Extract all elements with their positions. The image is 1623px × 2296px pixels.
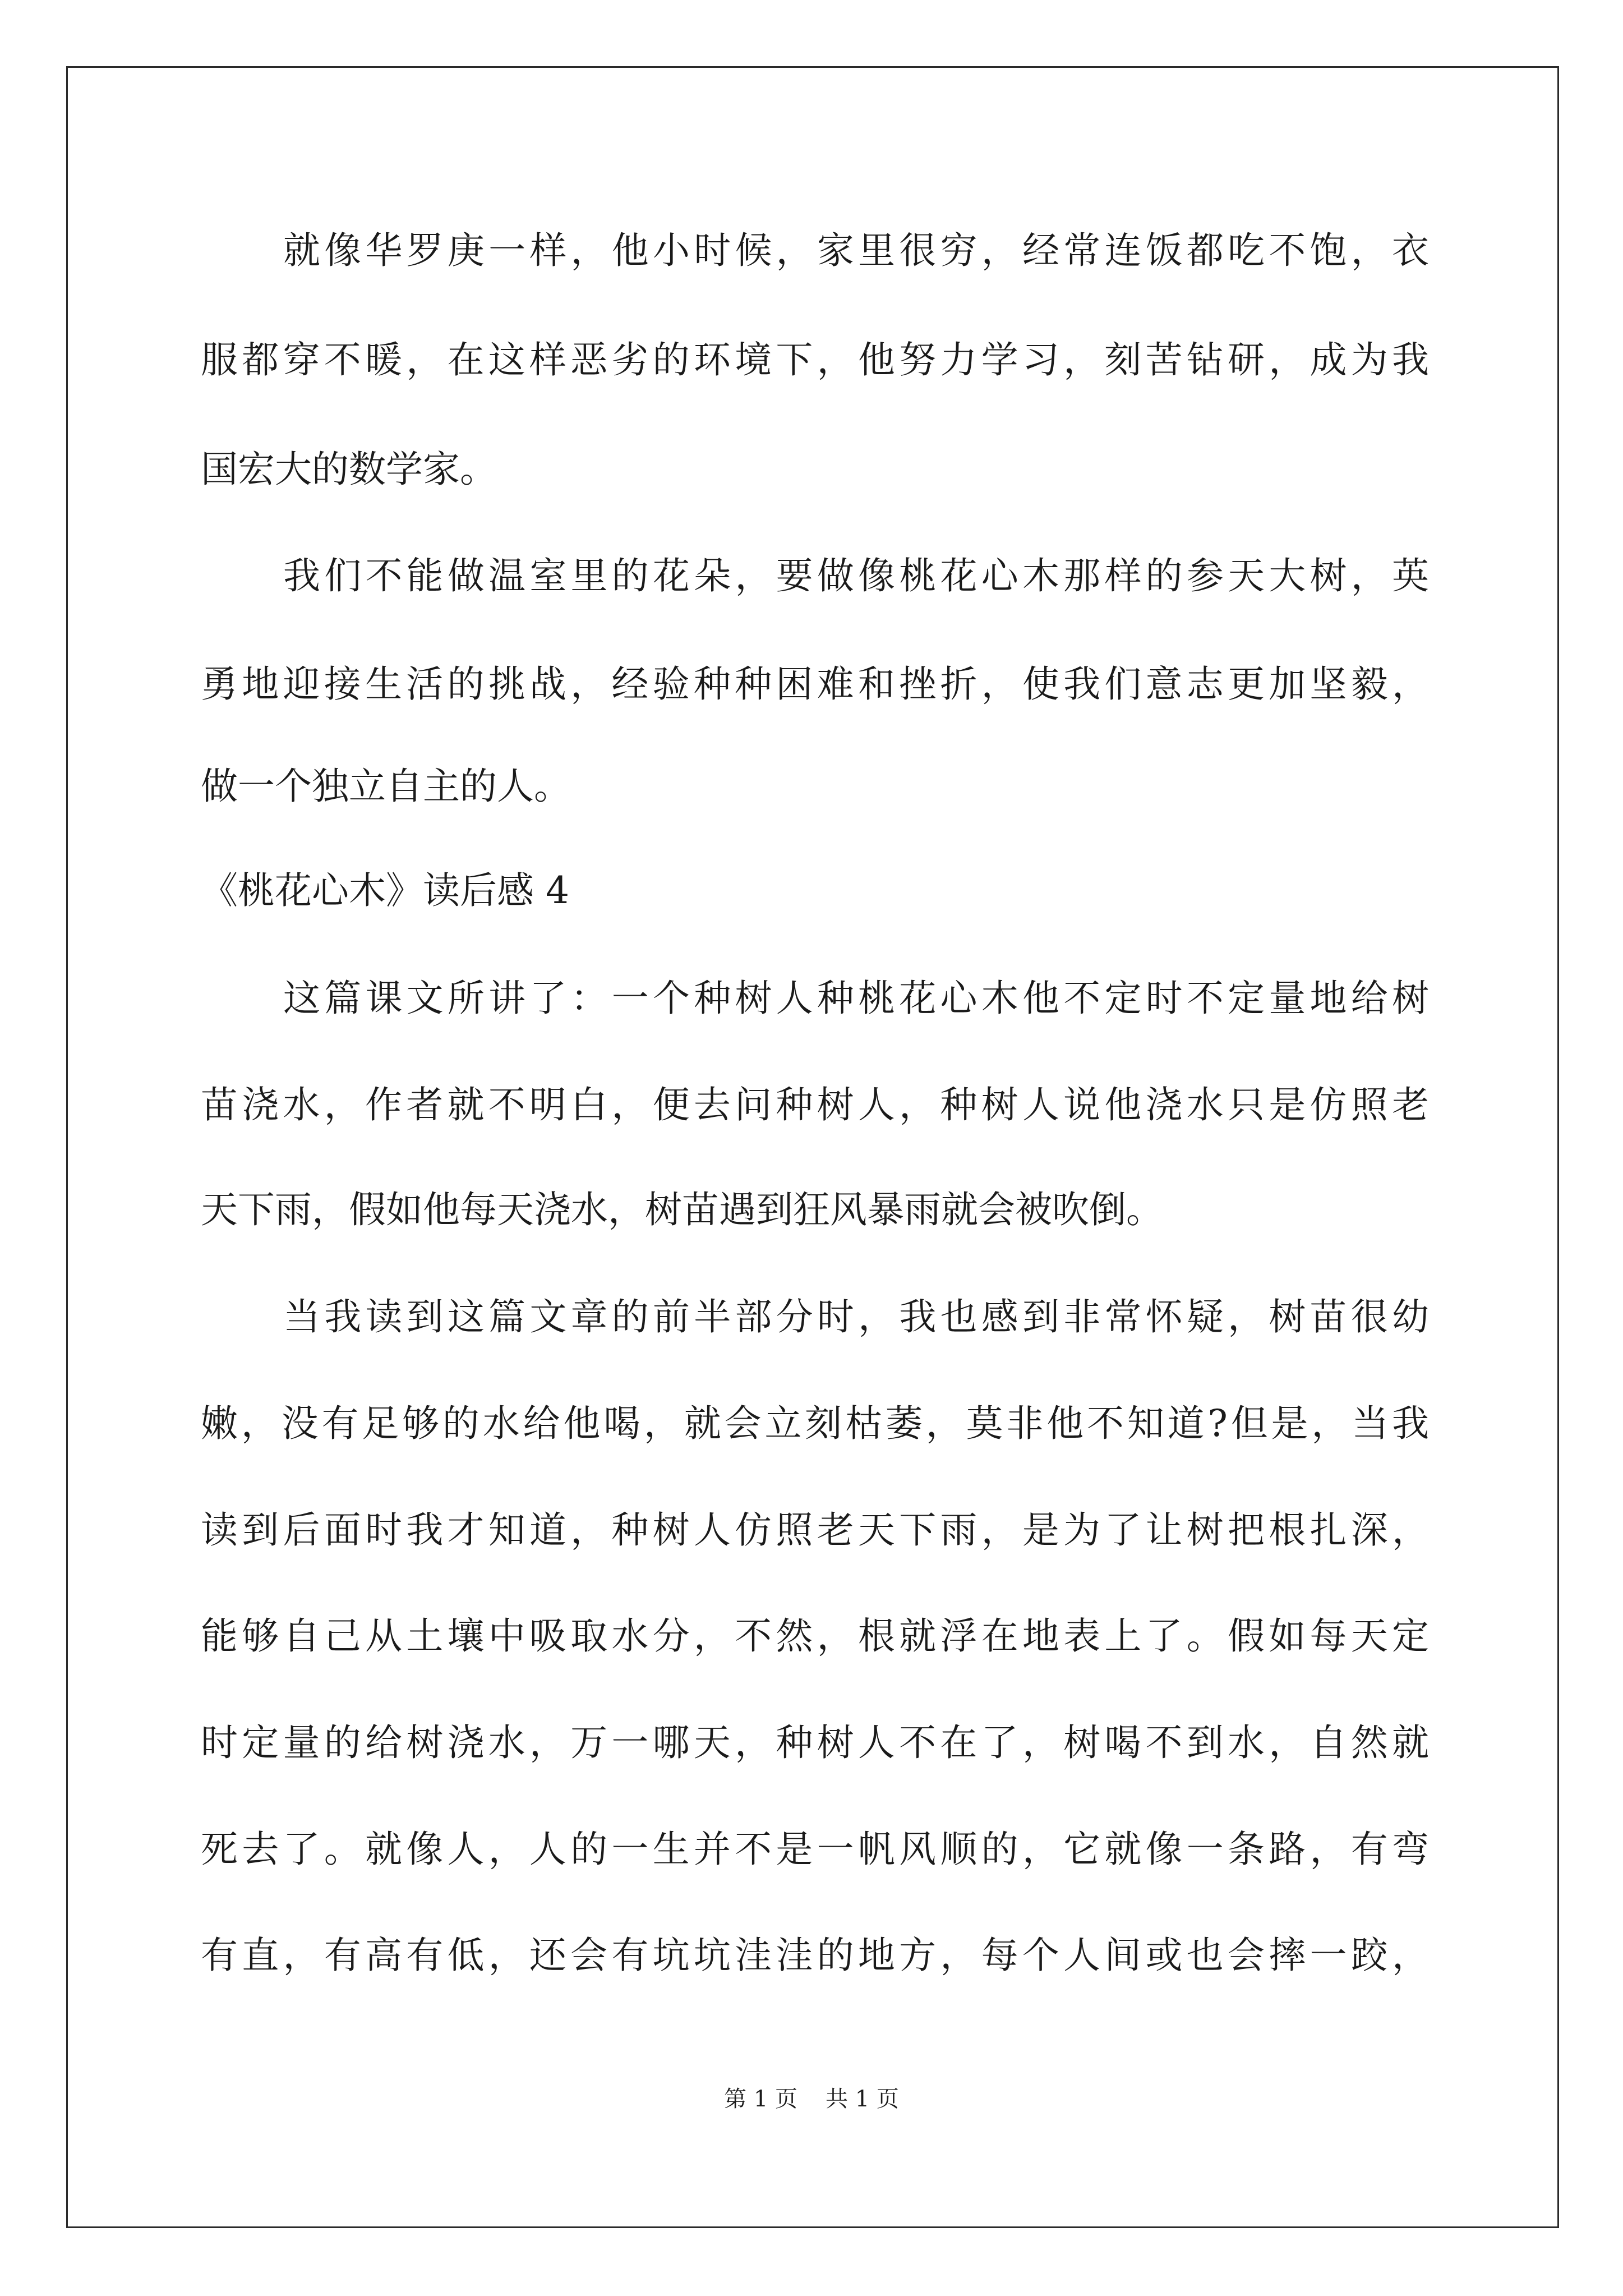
page-footer: [0, 2082, 1623, 2116]
paragraph-line: 这篇课文所讲了：一个种树人种桃花心木他不定时不定量地给树: [283, 977, 1429, 1020]
paragraph-line: 能够自己从土壤中吸取水分，不然，根就浮在地表上了。假如每天定: [201, 1614, 1429, 1658]
page-total: 共 1 页: [826, 2086, 899, 2112]
paragraph-line: 读到后面时我才知道，种树人仿照老天下雨，是为了让树把根扎深，: [201, 1508, 1429, 1552]
paragraph-line: 做一个独立自主的人。: [201, 765, 571, 808]
paragraph-line: 嫩，没有足够的水给他喝，就会立刻枯萎，莫非他不知道?但是，当我: [201, 1402, 1429, 1445]
page-border: [66, 66, 1559, 2228]
paragraph-line: 天下雨，假如他每天浇水，树苗遇到狂风暴雨就会被吹倒。: [201, 1188, 1163, 1231]
section-heading: 《桃花心木》读后感 4: [201, 869, 569, 912]
paragraph-line: 我们不能做温室里的花朵，要做像桃花心木那样的参天大树，英: [283, 554, 1429, 597]
paragraph-line: 勇地迎接生活的挑战，经验种种困难和挫折，使我们意志更加坚毅，: [201, 662, 1429, 706]
paragraph-line: 国宏大的数学家。: [201, 448, 497, 491]
paragraph-line: 有直，有高有低，还会有坑坑洼洼的地方，每个人间或也会摔一跤，: [201, 1934, 1429, 1977]
page-number: 第 1 页: [724, 2086, 797, 2112]
paragraph-line: 就像华罗庚一样，他小时候，家里很穷，经常连饭都吃不饱，衣: [283, 229, 1429, 272]
paragraph-line: 苗浇水，作者就不明白，便去问种树人，种树人说他浇水只是仿照老: [201, 1083, 1429, 1126]
paragraph-line: 时定量的给树浇水，万一哪天，种树人不在了，树喝不到水，自然就: [201, 1721, 1429, 1764]
paragraph-line: 当我读到这篇文章的前半部分时，我也感到非常怀疑，树苗很幼: [283, 1295, 1429, 1338]
paragraph-line: 服都穿不暖，在这样恶劣的环境下，他努力学习，刻苦钻研，成为我: [201, 338, 1429, 381]
paragraph-line: 死去了。就像人，人的一生并不是一帆风顺的，它就像一条路，有弯: [201, 1828, 1429, 1871]
